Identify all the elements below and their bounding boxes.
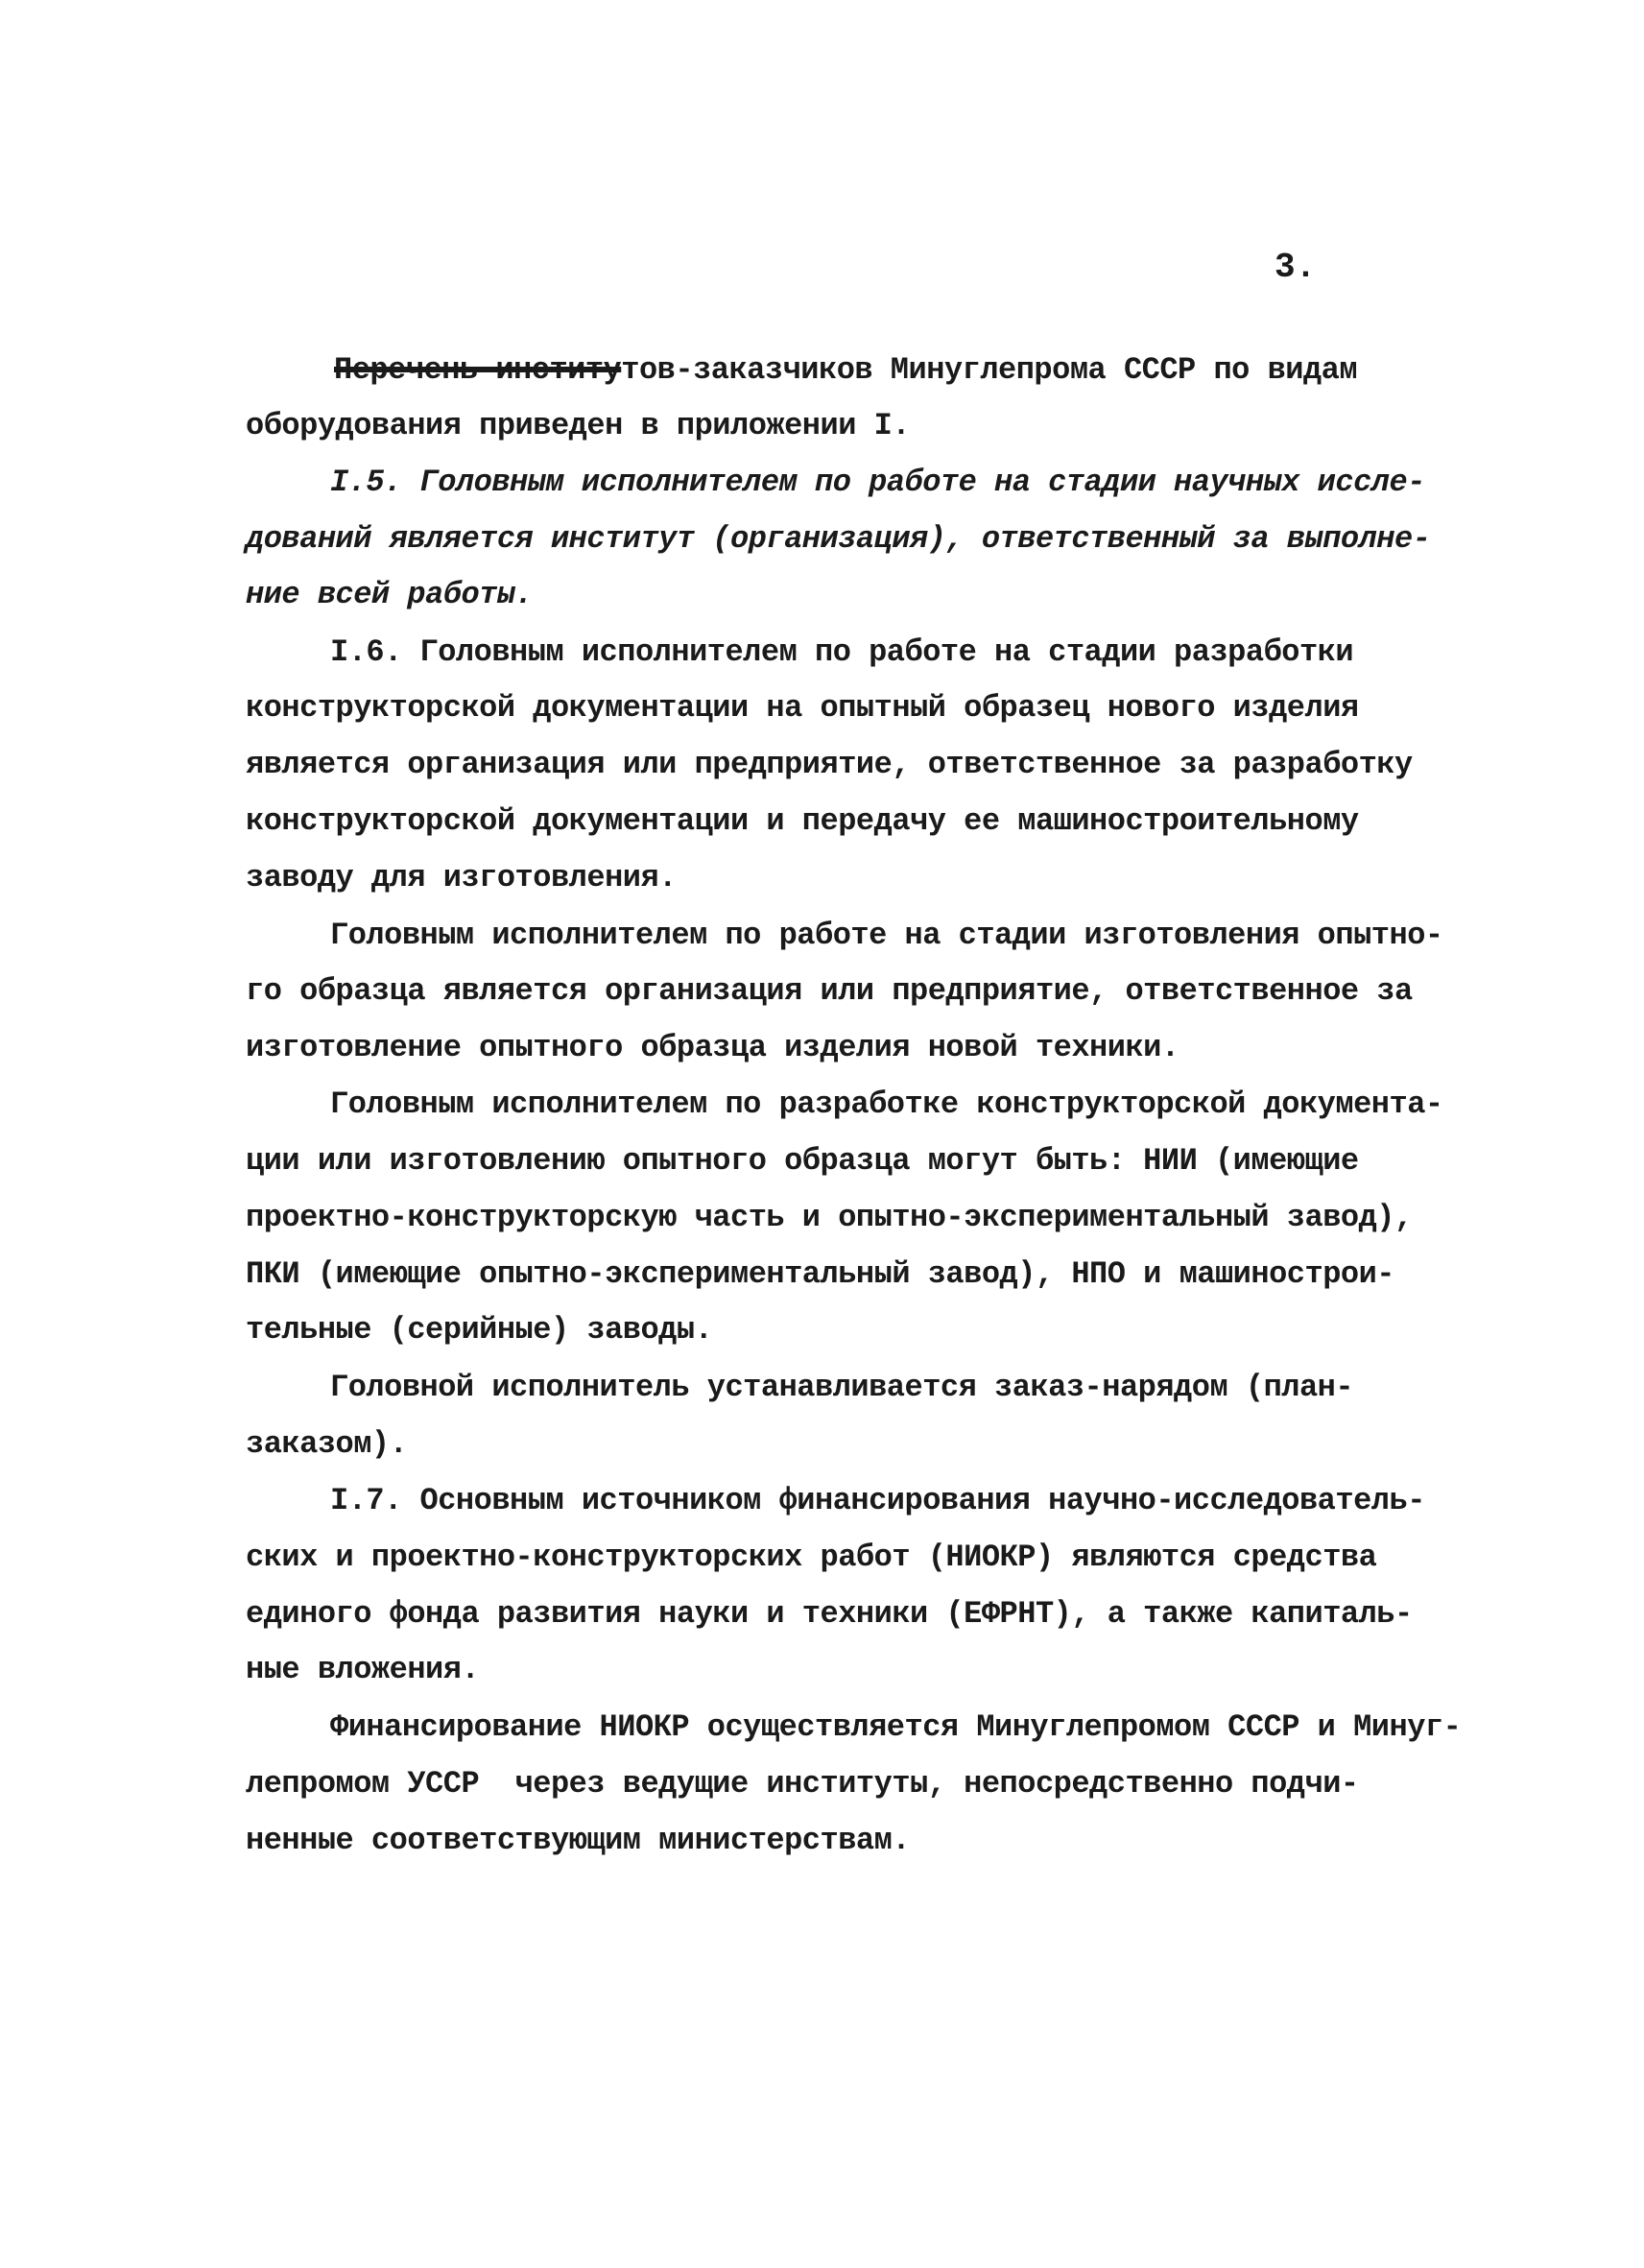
paragraph-line: проектно-конструкторскую часть и опытно-экспериментальный завод), bbox=[246, 1200, 1413, 1235]
paragraph-line: единого фонда развития науки и техники (ЕФРНТ), а также капиталь- bbox=[246, 1596, 1413, 1632]
paragraph-line: изготовление опытного образца изделия новой техники. bbox=[246, 1030, 1179, 1065]
paragraph-line: Финансирование НИОКР осуществляется Минуглепромом СССР и Минуг- bbox=[330, 1709, 1462, 1745]
line-text: тов-заказчиков Минуглепрома СССР по видам bbox=[621, 352, 1358, 388]
paragraph-line: I.5. Головным исполнителем по работе на стадии научных иссле- bbox=[330, 465, 1425, 500]
paragraph-line: Головной исполнитель устанавливается заказ-нарядом (план- bbox=[330, 1370, 1354, 1405]
paragraph-line: конструкторской документации на опытный образец нового изделия bbox=[246, 690, 1359, 726]
paragraph-line: оборудования приведен в приложении I. bbox=[246, 408, 911, 443]
paragraph-line: лепромом УССР через ведущие институты, непосредственно подчи- bbox=[246, 1766, 1359, 1802]
paragraph-line: ние всей работы. bbox=[246, 577, 534, 612]
paragraph-line: заказом). bbox=[246, 1426, 408, 1462]
struck-through-text: Перечень институ bbox=[334, 352, 622, 388]
paragraph-line: ПКИ (имеющие опытно-экспериментальный завод), НПО и машинострои- bbox=[246, 1256, 1394, 1292]
paragraph-line: Головным исполнителем по разработке конструкторской документа- bbox=[330, 1086, 1443, 1122]
paragraph-line: ских и проектно-конструкторских работ (НИОКР) являются средства bbox=[246, 1540, 1377, 1575]
paragraph-line: заводу для изготовления. bbox=[246, 860, 677, 895]
paragraph-line bbox=[334, 351, 1357, 390]
paragraph-line: Головным исполнителем по работе на стадии изготовления опытно- bbox=[330, 918, 1443, 953]
paragraph-line: ненные соответствующим министерствам. bbox=[246, 1823, 911, 1858]
paragraph-line: конструкторской документации и передачу ее машиностроительному bbox=[246, 803, 1359, 839]
paragraph-line: является организация или предприятие, ответственное за разработку bbox=[246, 747, 1413, 782]
paragraph-line: ные вложения. bbox=[246, 1652, 480, 1687]
paragraph-line: I.7. Основным источником финансирования научно-исследователь- bbox=[330, 1483, 1425, 1518]
page-number: 3. bbox=[1275, 248, 1317, 287]
paragraph-line: I.6. Головным исполнителем по работе на стадии разработки bbox=[330, 634, 1354, 670]
paragraph-line: дований является институт (организация), ответственный за выполне- bbox=[246, 521, 1431, 557]
paragraph-line: го образца является организация или предприятие, ответственное за bbox=[246, 973, 1413, 1009]
paragraph-line: ции или изготовлению опытного образца могут быть: НИИ (имеющие bbox=[246, 1143, 1359, 1179]
paragraph-line: тельные (серийные) заводы. bbox=[246, 1312, 713, 1348]
